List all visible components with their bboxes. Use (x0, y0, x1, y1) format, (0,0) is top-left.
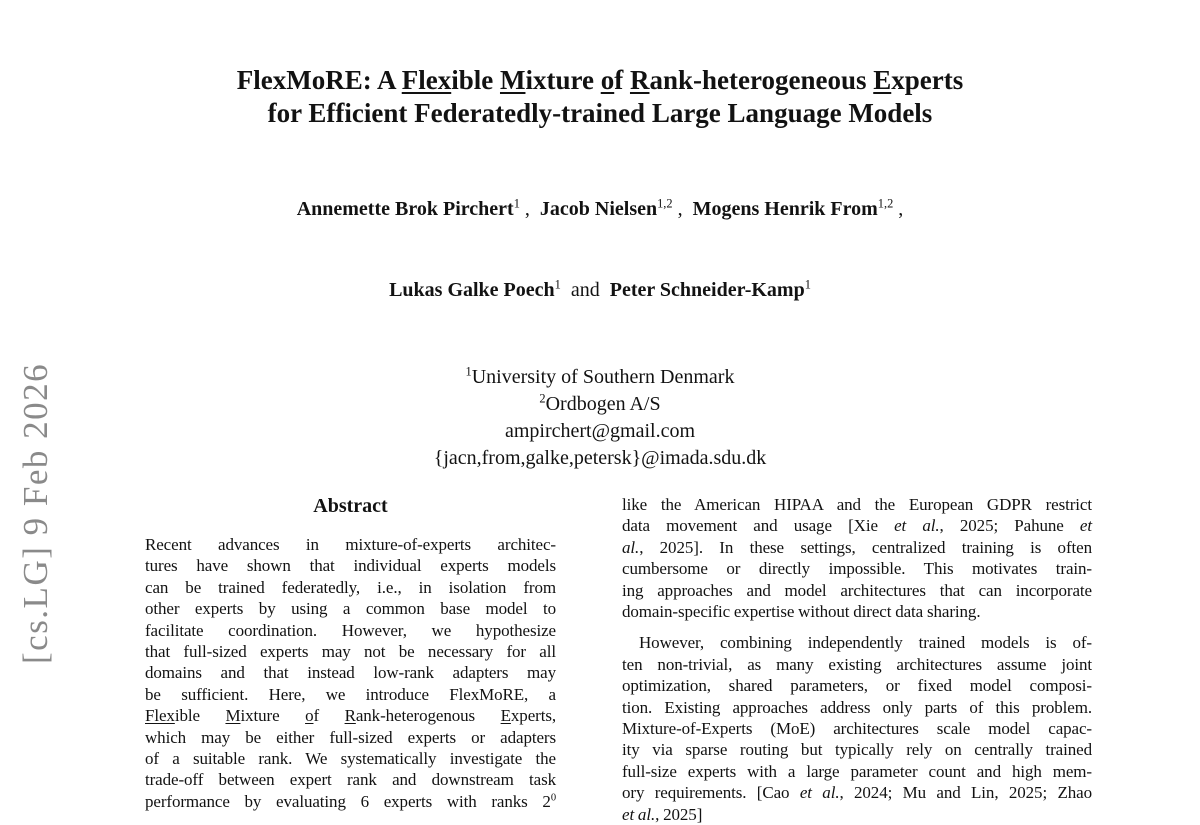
affiliation-1: $^1$University of Southern Denmark (465, 364, 735, 388)
text-line: tures have shown that individual experts models (145, 556, 556, 576)
two-column-body (0, 494, 1200, 825)
abstract-heading: Abstract (313, 495, 388, 517)
text-line: trade-off between expert rank and downstream task (145, 770, 556, 790)
text-line: like the American HIPAA and the European GDPR restrict (622, 495, 1092, 514)
column-right (622, 494, 1092, 825)
text-line: et al., 2025] (622, 804, 703, 824)
text-line: tion. Existing approaches address only parts of this problem. (622, 697, 1092, 717)
text-line: full-size experts with a large parameter count and high mem- (622, 761, 1092, 781)
arxiv-watermark: [cs.LG] 9 Feb 2026 (16, 362, 55, 664)
text-line: which may be either full-sized experts or adapters (145, 727, 556, 747)
text-line: Flexible Mixture of Rank-heterogenous Experts, (145, 706, 557, 726)
authors-line-1: Annemette Brok Pirchert$^1$ , Jacob Nielsen$^{1,2}$ , Mogens Henrik From$^{1,2}$ , (296, 196, 904, 220)
text-line: data movement and usage [Xie et al., 2025; Pahune et (622, 516, 1092, 536)
text-line: be sufficient. Here, we introduce FlexMoRE, a (145, 684, 556, 704)
text-line: ten non-trivial, as many existing architectures assume joint (622, 654, 1092, 674)
text-line: optimization, shared parameters, or fixed model composi- (622, 676, 1092, 696)
text-line: al., 2025]. In these settings, centralized training is often (622, 537, 1092, 557)
text-line: Mixture-of-Experts (MoE) architectures scale model capac- (622, 719, 1092, 739)
column-left (115, 494, 560, 812)
text-line: domain-specific expertise without direct data sharing. (622, 602, 981, 622)
text-line: However, combining independently trained models is of- (639, 633, 1092, 653)
text-line: facilitate coordination. However, we hypothesize (145, 620, 556, 640)
text-line: can be trained federatedly, i.e., in isolation from (145, 577, 556, 597)
text-line: other experts by using a common base model to (145, 599, 556, 619)
text-line: ity via sparse routing but typically rely on centrally trained (622, 740, 1092, 760)
email-group: {jacn,from,galke,petersk}@imada.sdu.dk (433, 447, 767, 469)
text-line: ing approaches and model architectures that can incorporate (622, 580, 1092, 600)
paper-title (0, 64, 1200, 130)
text-line: that full-sized experts may not be necessary for all (145, 642, 556, 662)
affiliation-2: $^2$Ordbogen A/S (539, 391, 661, 415)
abstract-text (145, 534, 556, 812)
authors-line-2: Lukas Galke Poech$^1$ and Peter Schneider-Kamp$^1$ (389, 277, 811, 301)
author-list (0, 142, 1200, 358)
text-line: cumbersome or directly impossible. This motivates train- (622, 559, 1092, 579)
text-line: domains and that instead low-rank adapters may (145, 663, 556, 683)
text-line: of a suitable rank. We systematically investigate the (145, 749, 556, 769)
text-line: Recent advances in mixture-of-experts architec- (145, 535, 556, 554)
affiliations-block (0, 364, 1200, 472)
text-line: ory requirements. [Cao et al., 2024; Mu and Lin, 2025; Zhao (622, 783, 1092, 803)
title-line-1: FlexMoRE: A Flexible Mixture of Rank-heterogeneous Experts (236, 65, 964, 95)
email-primary: ampirchert@gmail.com (504, 420, 696, 442)
title-line-2: for Efficient Federatedly-trained Large Language Models (267, 98, 933, 128)
text-line: performance by evaluating 6 experts with ranks $2^0$ (145, 791, 556, 811)
